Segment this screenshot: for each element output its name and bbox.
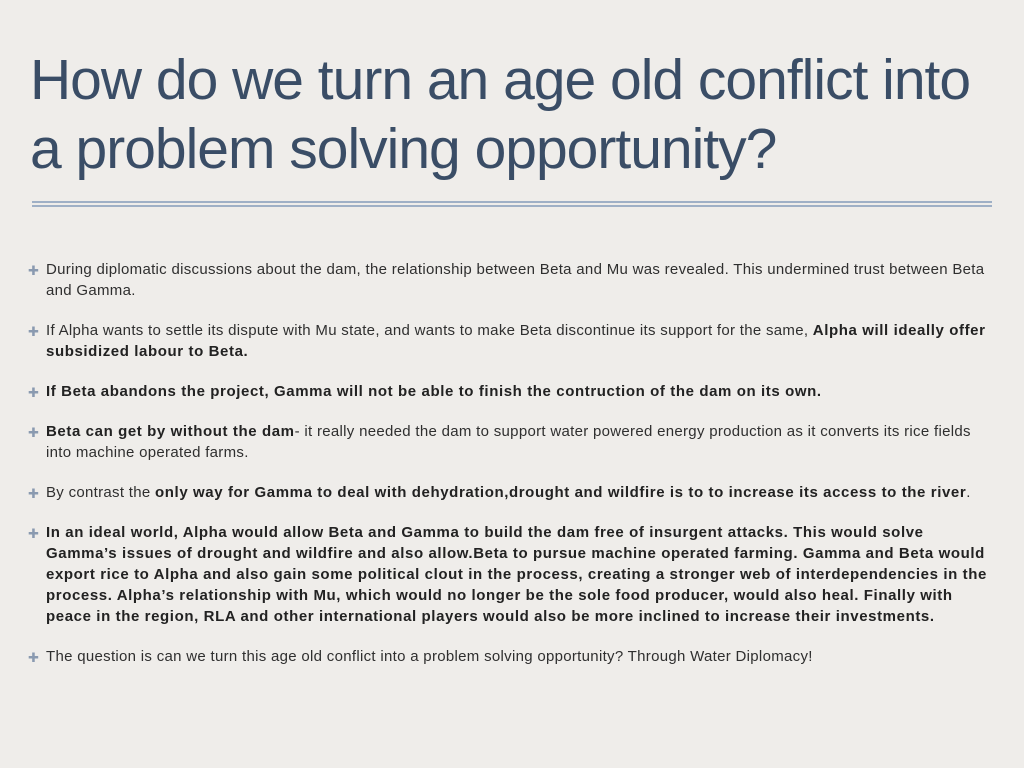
- plus-bullet-icon: ✚: [28, 385, 40, 400]
- bullet-text: By contrast the: [46, 484, 156, 501]
- bullet-text: If Alpha wants to settle its dispute with Mu state, and wants to make Beta discontinue its support for the same,: [46, 322, 813, 339]
- plus-bullet-icon: ✚: [28, 650, 40, 665]
- plus-bullet-icon: ✚: [28, 263, 40, 278]
- bullet-emphasis: In an ideal world, Alpha would allow Beta and Gamma to build the dam free of insurgent attacks. This would solve Gamma’s issues of drought and wildfire and also allow.Beta to pursue machine operated farming. Gamma and Beta would export rice to Alpha and also gain some political clout in the process, creating a stronger web of interdependencies in the process. Alpha’s relationship with Mu, which would no longer be the sole food producer, would also heal. Finally with peace in the region, RLA and other international players would also be more inclined to increase their investments.: [46, 524, 987, 625]
- bullet-item: [28, 259, 996, 301]
- bullet-item: [28, 421, 996, 463]
- bullet-emphasis: Alpha will ideally offer subsidized labour to Beta.: [46, 322, 986, 360]
- plus-bullet-icon: ✚: [28, 486, 40, 501]
- title-divider: [32, 201, 992, 207]
- bullet-item: [28, 522, 996, 627]
- slide-title: How do we turn an age old conflict into a problem solving opportunity?: [30, 48, 971, 181]
- bullet-text: The question is can we turn this age old conflict into a problem solving opportunity? Through Water Diplomacy!: [46, 648, 813, 665]
- bullet-list: [28, 259, 996, 667]
- bullet-text: During diplomatic discussions about the dam, the relationship between Beta and Mu was revealed. This undermined trust between Beta and Gamma.: [46, 261, 985, 299]
- bullet-emphasis: Beta can get by without the dam: [46, 423, 295, 440]
- plus-bullet-icon: ✚: [28, 425, 40, 440]
- plus-bullet-icon: ✚: [28, 526, 40, 541]
- bullet-item: [28, 381, 996, 402]
- bullet-emphasis: If Beta abandons the project, Gamma will not be able to finish the contruction of the dam on its own.: [46, 383, 822, 400]
- plus-bullet-icon: ✚: [28, 324, 40, 339]
- bullet-item: [28, 482, 996, 503]
- bullet-text: .: [966, 484, 971, 501]
- bullet-text: - it really needed the dam to support water powered energy production as it converts its rice fields into machine operated farms.: [46, 423, 971, 461]
- bullet-item: [28, 646, 996, 667]
- bullet-item: [28, 320, 996, 362]
- bullet-emphasis: only way for Gamma to deal with dehydration,drought and wildfire is to to increase its access to the river: [155, 484, 967, 501]
